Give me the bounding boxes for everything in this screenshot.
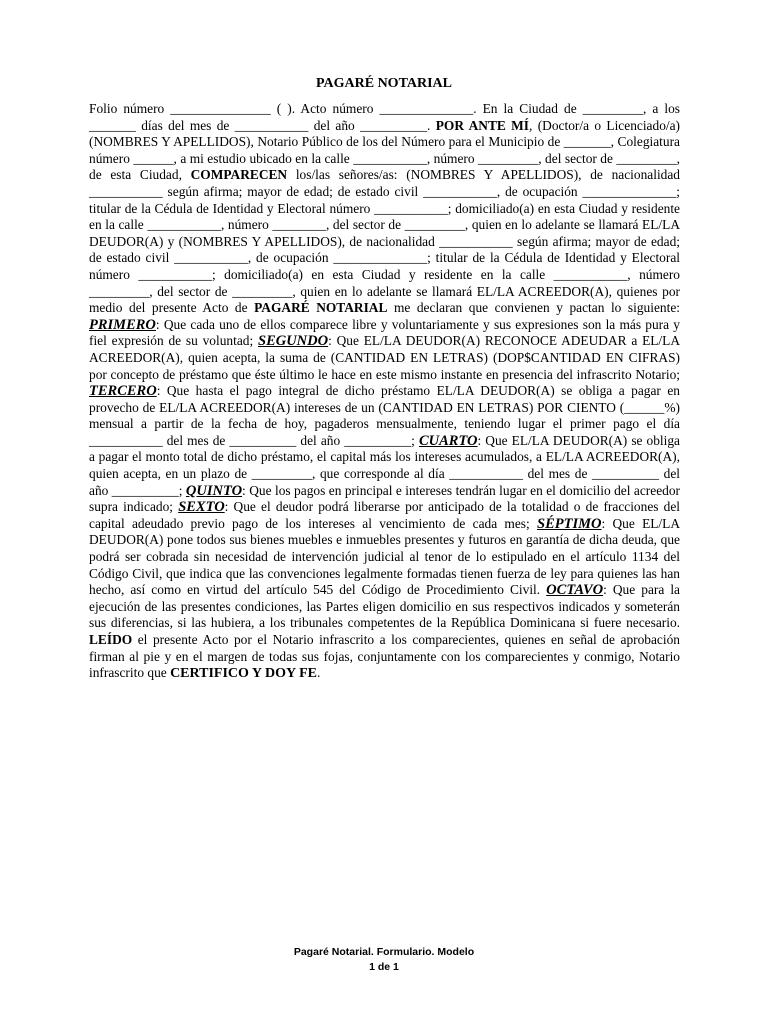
body-text: los/las señores/as: (NOMBRES Y APELLIDOS), de nacionalidad ___________ según afirma; mayor de edad; de estado civil ___________, de ocupación ______________; titular de la Cédula de Identidad y Electoral número ___________; domiciliado(a) en esta Ciudad y residente en la calle ___________, número ________, del sector de _________, quien en lo adelante se llamará EL/LA DEUDOR(A) y (NOMBRES Y APELLIDOS), de nacionalidad ___________ según afirma; mayor de edad; de estado civil ___________, de ocupación ______________; titular de la Cédula de Identidad y Electoral número ___________; domiciliado(a) en esta Ciudad y residente en la calle ___________, número _________, del sector de _________, quien en lo adelante se llamará EL/LA ACREEDOR(A), quienes por medio del presente Acto de <box>89 167 680 316</box>
body-text: : Que cada uno de ellos comparece libre y voluntariamente y sus expresiones son la más pura y fiel expresión de su voluntad; <box>89 316 680 349</box>
body-text: : Que EL/LA DEUDOR(A) pone todos sus bienes muebles e inmuebles presentes y futuros en garantía de dicha deuda, que podrá ser cobrada sin necesidad de intervención judicial al tenor de lo estipulado en el artículo 1134 del Código Civil, que indica que las convenciones legalmente formadas tienen fuerza de ley para quienes las han hecho, así como en virtud del artículo 545 del Código de Procedimiento Civil. <box>89 515 681 598</box>
page-number: 1 de 1 <box>369 961 399 973</box>
body-text: . <box>316 665 321 681</box>
body-text: : Que EL/LA DEUDOR(A) RECONOCE ADEUDAR a EL/LA ACREEDOR(A), quien acepta, la suma de (CANTIDAD EN LETRAS) (DOP$CANTIDAD EN CIFRAS) por concepto de préstamo que éste último le hace en este mismo instante en presencia del infrascrito Notario; <box>89 333 680 382</box>
document-title: PAGARÉ NOTARIAL <box>316 76 452 91</box>
footer-title: Pagaré Notarial. Formulario. Modelo <box>293 946 475 958</box>
body-text: , (Doctor/a o Licenciado/a) (NOMBRES Y APELLIDOS), Notario Público de los del Número para el Municipio de _______, Colegiatura número ______, a mi estudio ubicado en la calle ___________, número _________, del sector de _________, de esta Ciudad, <box>89 117 681 183</box>
document-body <box>89 101 680 683</box>
clause-primero: PRIMERO <box>89 316 156 333</box>
clause-sexto: SEXTO <box>178 499 225 516</box>
page-footer <box>0 945 768 975</box>
body-text: : Que los pagos en principal e intereses tendrán lugar en el domicilio del acreedor supra indicado; <box>89 482 681 515</box>
body-text: el presente Acto por el Notario infrascrito a los comparecientes, quienes en señal de aprobación firman al pie y en el margen de todas sus fojas, conjuntamente con los comparecientes y conmigo, Notario infrascrito que <box>89 632 680 681</box>
clause-septimo: SÉPTIMO <box>537 515 602 532</box>
body-text: : Que EL/LA DEUDOR(A) se obliga a pagar el monto total de dicho préstamo, el capital más los intereses acumulados, a EL/LA ACREEDOR(A), quien acepta, en un plazo de _________, que corresponde al día ___________ del mes de __________ del año __________; <box>89 432 680 498</box>
heading-certifico: CERTIFICO Y DOY FE <box>170 666 317 682</box>
heading-comparecen: COMPARECEN <box>190 167 288 183</box>
clause-cuarto: CUARTO <box>418 432 478 449</box>
body-text: Folio número _______________ ( ). Acto número ______________. En la Ciudad de _________, a los _______ días del mes de ___________ del año __________. <box>89 101 680 133</box>
clause-tercero: TERCERO <box>89 383 157 400</box>
clause-segundo: SEGUNDO <box>258 333 329 350</box>
clause-octavo: OCTAVO <box>546 582 604 599</box>
heading-leido: LEÍDO <box>89 632 133 647</box>
heading-pagare-notarial: PAGARÉ NOTARIAL <box>254 300 388 316</box>
body-text: : Que para la ejecución de las presentes condiciones, las Partes eligen domicilio en sus respectivos indicados y someterán sus diferencias, si las hubiera, a los tribunales competentes de la República Dominicana si fuere necesario. <box>89 582 680 631</box>
heading-por-ante-mi: POR ANTE MÍ <box>435 117 530 133</box>
body-text: me declaran que convienen y pactan lo siguiente: <box>387 300 680 316</box>
clause-quinto: QUINTO <box>185 482 243 499</box>
body-text: : Que hasta el pago integral de dicho préstamo EL/LA DEUDOR(A) se obliga a pagar en provecho de EL/LA ACREEDOR(A) intereses de un (CANTIDAD EN LETRAS) POR CIENTO (______%) mensual a partir de la fecha de hoy, pagaderos mensualmente, teniendo lugar el primer pago el día ___________ del mes de __________ del año __________; <box>89 383 680 448</box>
body-text: : Que el deudor podrá liberarse por anticipado de la totalidad o de fracciones del capital adeudado previo pago de los intereses al vencimiento de cada mes; <box>89 499 680 531</box>
